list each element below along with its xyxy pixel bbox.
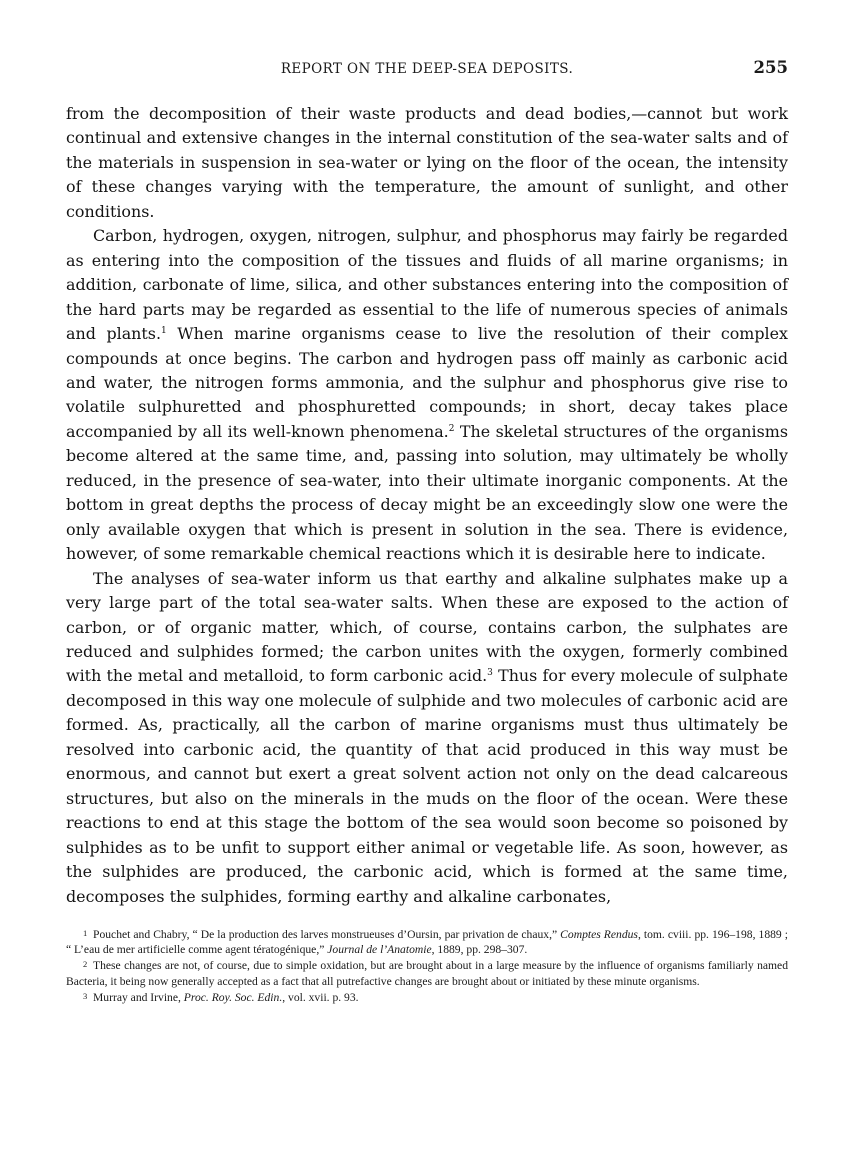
italic-citation: Journal de l’Anatomie (327, 943, 432, 957)
text-run: The skeletal structures of the organisms become altered at the same time, and, passing into solution, may ultimately be wholly reduced, in the presence of sea-water, into their ultimate inorganic components. At the bottom in great depths the process of decay might be an exceedingly slow one were the only available oxygen that which is present in solution in the sea. There is evidence, however, of some remarkable chemical reactions which it is desirable here to indicate. (66, 421, 789, 564)
text-run: Thus for every molecule of sulphate decomposed in this way one molecule of sulphide and two molecules of carbonic acid are formed. As, practically, all the carbon of marine organisms must thus ultimately be resolved into carbonic acid, the quantity of that acid produced in this way must be enormous, and cannot but exert a great solvent action not only on the dead calcareous structures, but also on the minerals in the muds on the floor of the ocean. Were these reactions to end at this stage the bottom of the sea would soon become so poisoned by sulphides as to be unfit to support either animal or vegetable life. As soon, however, as the sulphides are produced, the carbonic acid, which is formed at the same time, decomposes the sulphides, forming earthy and alkaline carbonates, (66, 666, 788, 906)
footnote-text (66, 959, 788, 987)
footnotes (66, 926, 788, 1005)
running-title: REPORT ON THE DEEP-SEA DEPOSITS. (280, 61, 574, 77)
text-run: from the decomposition of their waste products and dead bodies,—cannot but work continual and extensive changes in the internal constitution of the sea-water salts and of the materials in suspension in sea-water or lying on the floor of the ocean, the intensity of these changes varying with the temperature, the amount of sunlight, and other conditions. (66, 104, 788, 221)
footnote-1 (66, 926, 788, 957)
footnote-reference: 3 (487, 668, 493, 679)
footnote-mark: 2 (83, 959, 88, 970)
paragraph-3 (66, 567, 788, 909)
text-run: Carbon, hydrogen, oxygen, nitrogen, sulphur, and phosphorus may fairly be regarded as entering into the composition of the tissues and fluids of all marine organisms; in addition, carbonate of lime, silica, and other substances entering into the composition of the hard parts may be regarded as essential to the life of numerous species of animals and plants. (66, 226, 788, 344)
footnote-mark: 1 (83, 927, 88, 938)
italic-citation: Proc. Roy. Soc. Edin. (183, 990, 283, 1004)
text-run: , 1889, pp. 298–307. (431, 943, 528, 957)
text-run: , vol. xvii. p. 93. (282, 990, 359, 1004)
body-text (66, 102, 788, 909)
footnote-reference: 1 (161, 326, 167, 337)
footnote-mark: 3 (83, 990, 88, 1001)
footnote-3 (66, 989, 788, 1005)
footnote-2 (66, 957, 788, 988)
italic-citation: Comptes Rendus (560, 927, 638, 941)
page-number: 255 (753, 58, 788, 77)
text-run: , tom. cviii. pp. 196–198, 1889 ; “ L’eau de mer artificielle comme agent tératogénique,” (66, 927, 788, 957)
paragraph-1 (66, 102, 788, 224)
text-run: Pouchet and Chabry, “ De la production des larves monstrueuses d’Oursin, par privation de chaux,” (93, 927, 561, 941)
text-run: These changes are not, of course, due to simple oxidation, but are brought about in a large measure by the influence of organisms familiarly named Bacteria, it being now generally accepted as a fact that all putrefactive changes are brought about or initiated by these minute organisms. (66, 959, 788, 988)
footnote-text (93, 991, 359, 1004)
text-run: Murray and Irvine, (93, 990, 184, 1004)
page (66, 58, 788, 1005)
footnote-text (66, 928, 788, 956)
text-run: The analyses of sea-water inform us that earthy and alkaline sulphates make up a very large part of the total sea-water salts. When these are exposed to the action of carbon, or of organic matter, which, of course, contains carbon, the sulphates are reduced and sulphides formed; the carbon unites with the oxygen, formerly combined with the metal and metalloid, to form carbonic acid. (66, 568, 788, 686)
running-header (66, 58, 788, 84)
text-run: When marine organisms cease to live the resolution of their complex compounds at once begins. The carbon and hydrogen pass off mainly as carbonic acid and water, the nitrogen forms ammonia, and the sulphur and phosphorus give rise to volatile sulphuretted and phosphuretted compounds; in short, decay takes place accompanied by all its well-known phenomena. (66, 324, 788, 441)
footnote-reference: 2 (448, 423, 455, 434)
paragraph-2 (66, 224, 788, 566)
